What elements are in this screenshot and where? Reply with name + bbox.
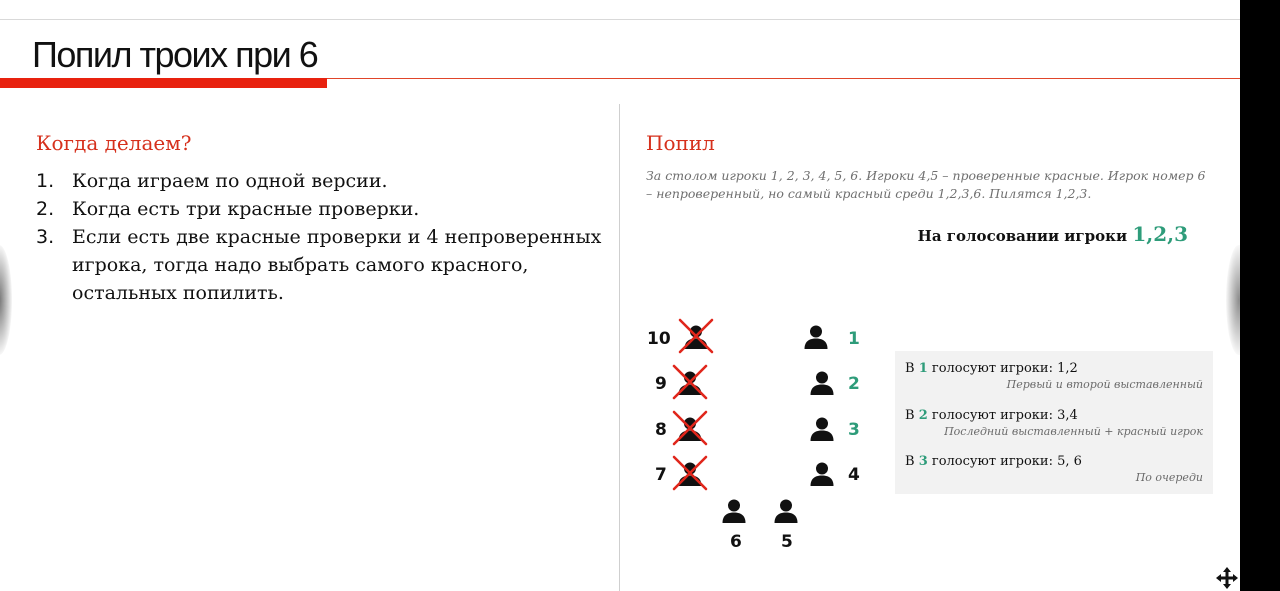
vote-line-text: голосуют игроки: 1,2 (931, 361, 1078, 376)
vote-note: Первый и второй выставленный (1006, 378, 1203, 391)
player-number-2: 2 (848, 374, 860, 394)
title-accent-bar (0, 78, 327, 88)
vote-note: Последний выставленный + красный игрок (944, 425, 1203, 438)
move-icon[interactable] (1214, 566, 1240, 590)
slide-title: Попил троих при 6 (32, 34, 318, 75)
vote-line-target: 1 (918, 361, 928, 376)
left-heading: Когда делаем? (36, 131, 192, 155)
column-divider (619, 104, 620, 591)
player-number-3: 3 (848, 420, 860, 440)
vote-line-prefix: В (905, 361, 915, 376)
person-icon (803, 324, 829, 350)
list-item-text: Когда играем по одной версии. (72, 170, 388, 192)
vote-line (905, 408, 1078, 423)
vote-line (905, 361, 1078, 376)
list-item (36, 195, 606, 223)
vote-line-target: 2 (918, 408, 928, 423)
player-number-10: 10 (647, 329, 671, 349)
vote-summary (918, 222, 1188, 246)
list-item-number: 2. (36, 198, 55, 220)
person-icon (773, 498, 799, 524)
vote-line-target: 3 (918, 454, 928, 469)
player-number-6: 6 (730, 532, 742, 552)
person-icon (809, 370, 835, 396)
player-number-5: 5 (781, 532, 793, 552)
vote-summary-prefix: На голосовании игроки (917, 227, 1128, 245)
voting-box (895, 351, 1213, 494)
vote-line-text: голосуют игроки: 3,4 (931, 408, 1078, 423)
vote-line (905, 454, 1082, 469)
screen-black-bar (1240, 0, 1280, 591)
list-item-text: Если есть две красные проверки и 4 непроверенных игрока, тогда надо выбрать самого красного, остальных попилить. (72, 226, 602, 304)
left-edge-shadow (0, 245, 12, 355)
person-icon (721, 498, 747, 524)
x-mark-icon (671, 409, 709, 447)
x-mark-icon (677, 317, 715, 355)
scenario-description: За столом игроки 1, 2, 3, 4, 5, 6. Игроки 4,5 – проверенные красные. Игрок номер 6 – непроверенный, но самый красный среди 1,2,3,6. Пилятся 1,2,3. (646, 168, 1206, 201)
list-item-number: 1. (36, 170, 55, 192)
player-number-1: 1 (848, 329, 860, 349)
right-heading: Попил (646, 131, 715, 155)
vote-line-text: голосуют игроки: 5, 6 (931, 454, 1082, 469)
vote-line-prefix: В (905, 408, 915, 423)
list-item-text: Когда есть три красные проверки. (72, 198, 420, 220)
player-number-4: 4 (848, 465, 860, 485)
x-mark-icon (671, 363, 709, 401)
list-item (36, 167, 606, 195)
conditions-list (36, 167, 606, 307)
vote-line-prefix: В (905, 454, 915, 469)
player-number-9: 9 (655, 374, 667, 394)
vote-note: По очереди (1135, 471, 1203, 484)
x-mark-icon (671, 454, 709, 492)
person-icon (809, 461, 835, 487)
list-item-number: 3. (36, 226, 55, 248)
player-number-8: 8 (655, 420, 667, 440)
person-icon (809, 416, 835, 442)
top-divider (0, 19, 1240, 20)
list-item (36, 223, 606, 307)
vote-summary-players: 1,2,3 (1132, 222, 1188, 246)
player-number-7: 7 (655, 465, 667, 485)
